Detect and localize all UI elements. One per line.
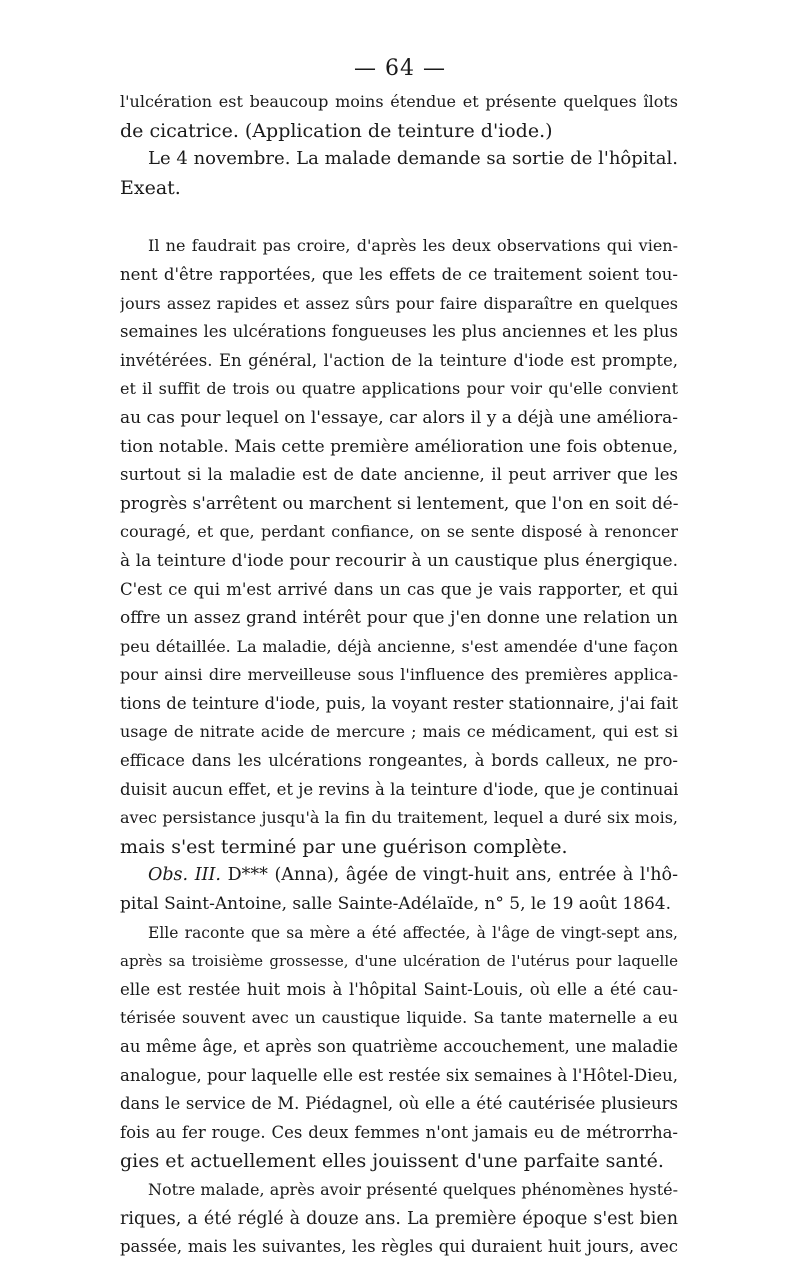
text-line: mais s'est terminé par une guérison complète. xyxy=(120,835,568,858)
body-text xyxy=(120,88,678,1262)
text-line: efficace dans les ulcérations rongeantes, à bords calleux, ne pro- xyxy=(120,751,678,771)
text-line: analogue, pour laquelle elle est restée six semaines à l'Hôtel-Dieu, xyxy=(120,1065,678,1085)
observation-intro: D*** (Anna), âgée de vingt-huit ans, entrée à l'hô- xyxy=(221,865,678,886)
text-line: tion notable. Mais cette première amélioration une fois obtenue, xyxy=(120,436,678,457)
text-line: Il ne faudrait pas croire, d'après les deux observations qui vien- xyxy=(148,236,678,256)
text-line: Elle raconte que sa mère a été affectée, à l'âge de vingt-sept ans, xyxy=(148,923,678,942)
text-line: invétérées. En général, l'action de la teinture d'iode est prompte, xyxy=(120,350,678,370)
text-line: passée, mais les suivantes, les règles qui duraient huit jours, avec xyxy=(120,1237,678,1257)
text-line: peu détaillée. La maladie, déjà ancienne, s'est amendée d'une façon xyxy=(120,636,678,656)
text-line: semaines les ulcérations fongueuses les plus anciennes et les plus xyxy=(120,322,678,342)
text-line: l'ulcération est beaucoup moins étendue et présente quelques îlots xyxy=(120,92,678,111)
text-line: couragé, et que, perdant confiance, on se sente disposé à renoncer xyxy=(120,522,678,542)
text-line: Notre malade, après avoir présenté quelques phénomènes hysté- xyxy=(148,1179,678,1199)
text-line xyxy=(120,861,678,890)
text-line: gies et actuellement elles jouissent d'une parfaite santé. xyxy=(120,1150,664,1173)
page-number: — 64 — xyxy=(354,56,446,81)
text-line: progrès s'arrêtent ou marchent si lentement, que l'on en soit dé- xyxy=(120,493,678,514)
text-line: à la teinture d'iode pour recourir à un caustique plus énergique. xyxy=(120,550,678,571)
text-line: dans le service de M. Piédagnel, où elle a été cautérisée plusieurs xyxy=(120,1094,678,1114)
paragraph-5 xyxy=(120,1176,678,1262)
text-line: pour ainsi dire merveilleuse sous l'influence des premières applica- xyxy=(120,665,678,685)
text-line: jours assez rapides et assez sûrs pour faire disparaître en quelques xyxy=(120,293,678,313)
text-line: au cas pour lequel on l'essaye, car alors il y a déjà une améliora- xyxy=(120,407,678,428)
text-line: fois au fer rouge. Ces deux femmes n'ont jamais eu de métrorrha- xyxy=(120,1122,678,1142)
text-line: elle est restée huit mois à l'hôpital Saint-Louis, où elle a été cau- xyxy=(120,979,678,999)
text-line: C'est ce qui m'est arrivé dans un cas que je vais rapporter, et qui xyxy=(120,579,678,599)
text-line: tions de teinture d'iode, puis, la voyant rester stationnaire, j'ai fait xyxy=(120,693,678,713)
text-line: pital Saint-Antoine, salle Sainte-Adélaïde, n° 5, le 19 août 1864. xyxy=(120,894,672,915)
text-line: riques, a été réglé à douze ans. La première époque s'est bien xyxy=(120,1208,678,1229)
text-line: et il suffit de trois ou quatre applications pour voir qu'elle convient xyxy=(120,379,678,399)
text-line: après sa troisième grossesse, d'une ulcération de l'utérus pour laquelle xyxy=(120,952,678,971)
text-line: Exeat. xyxy=(120,176,181,199)
paragraph-1 xyxy=(120,88,678,145)
text-line: avec persistance jusqu'à la fin du traitement, lequel a duré six mois, xyxy=(120,808,678,828)
observation-label: Obs. III. xyxy=(148,865,221,886)
paragraph-4 xyxy=(120,919,678,1176)
paragraph-gap xyxy=(120,202,678,232)
text-line: de cicatrice. (Application de teinture d'iode.) xyxy=(120,119,553,142)
text-line: Le 4 novembre. La malade demande sa sortie de l'hôpital. xyxy=(148,148,678,170)
text-line: offre un assez grand intérêt pour que j'en donne une relation un xyxy=(120,608,678,629)
paragraph-3 xyxy=(120,232,678,861)
text-line: au même âge, et après son quatrième accouchement, une maladie xyxy=(120,1037,678,1056)
text-line: usage de nitrate acide de mercure ; mais ce médicament, qui est si xyxy=(120,722,678,742)
text-line: nent d'être rapportées, que les effets de ce traitement soient tou- xyxy=(120,264,678,284)
paragraph-2 xyxy=(120,145,678,202)
text-line: térisée souvent avec un caustique liquide. Sa tante maternelle a eu xyxy=(120,1008,678,1028)
observation-heading xyxy=(120,861,678,918)
text-line: duisit aucun effet, et je revins à la teinture d'iode, que je continuai xyxy=(120,779,678,799)
text-line: surtout si la maladie est de date ancienne, il peut arriver que les xyxy=(120,465,678,485)
